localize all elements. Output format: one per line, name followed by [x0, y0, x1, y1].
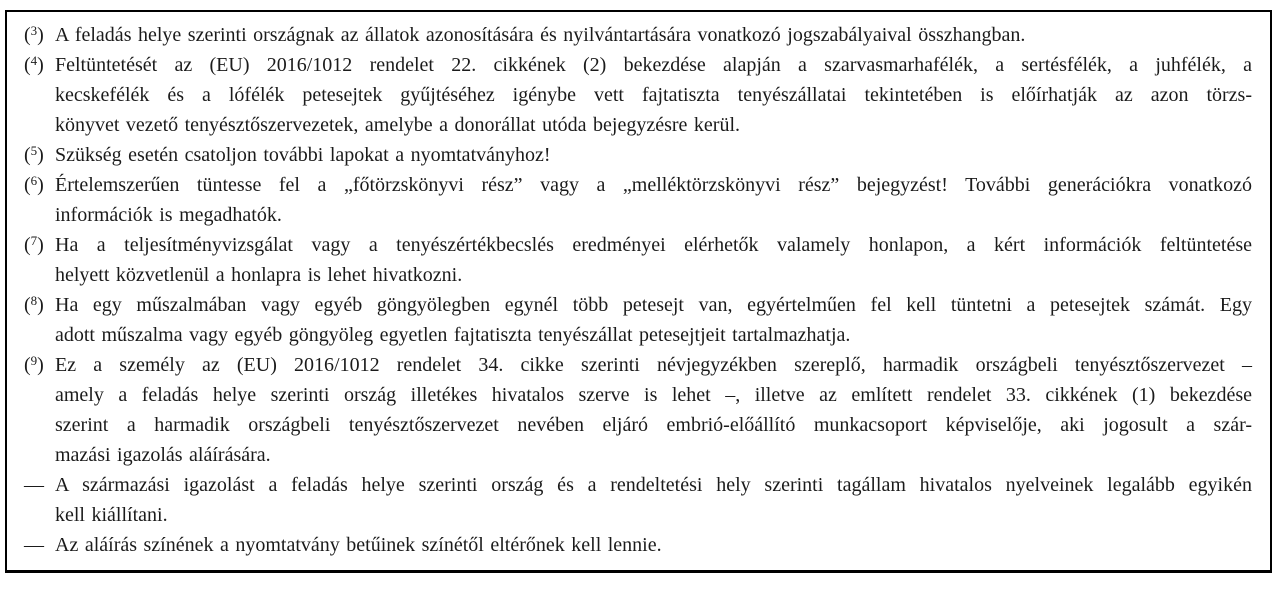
footnote-line: mazási igazolás aláírására.: [55, 444, 271, 466]
footnote-line: amely a feladás helye szerinti ország illetékes hivatalos szerve is lehet –, illetve az említett rendelet 33. cikkének (1) bekezdése: [55, 384, 1252, 406]
footnote-text: [55, 170, 1252, 230]
footnote-text: [55, 230, 1252, 290]
footnote-item: [24, 20, 1252, 50]
footnote-text: [55, 50, 1252, 140]
footnote-line: szerint a harmadik országbeli tenyésztőszervezet nevében eljáró embrió-előállító munkacsoport képviselője, aki jogosult a szár-: [55, 414, 1252, 436]
footnote-marker: ($^6$): [24, 173, 44, 196]
footnote-marker: —: [24, 474, 44, 496]
footnote-marker: —: [24, 534, 44, 556]
footnote-text: [55, 470, 1252, 530]
footnote-marker: ($^8$): [24, 293, 44, 316]
footnote-marker: ($^7$): [24, 233, 44, 256]
footnote-text: [55, 530, 1252, 560]
footnote-item: [24, 50, 1252, 140]
footnote-text: [55, 350, 1252, 470]
footnote-text: [55, 20, 1252, 50]
footnote-list: [24, 20, 1252, 560]
footnote-marker: ($^4$): [24, 53, 44, 76]
footnote-line: Ez a személy az (EU) 2016/1012 rendelet 34. cikke szerinti névjegyzékben szereplő, harmadik országbeli tenyésztőszervezet –: [55, 354, 1252, 376]
footnote-line: Az aláírás színének a nyomtatvány betűinek színétől eltérőnek kell lennie.: [55, 534, 662, 556]
footnote-line: Értelemszerűen tüntesse fel a „főtörzskönyvi rész” vagy a „melléktörzskönyvi rész” bejegyzést! További generációkra vonatkozó: [55, 174, 1252, 196]
footnote-line: Ha egy műszalmában vagy egyéb göngyölegben egynél több petesejt van, egyértelműen fel kell tüntetni a petesejtek számát. Egy: [55, 294, 1252, 316]
footnote-item: [24, 530, 1252, 560]
footnote-text: [55, 290, 1252, 350]
footnote-line: Feltüntetését az (EU) 2016/1012 rendelet 22. cikkének (2) bekezdése alapján a szarvasmarhafélék, a sertésfélék, a juhfélék, a: [55, 54, 1252, 76]
footnote-item: [24, 230, 1252, 290]
footnote-line: adott műszalma vagy egyéb göngyöleg egyetlen fajtatiszta tenyészállat petesejtjeit tartalmazhatja.: [55, 324, 851, 346]
footnote-marker: ($^9$): [24, 353, 44, 376]
footnote-item: [24, 350, 1252, 470]
footnote-marker: ($^3$): [24, 23, 44, 46]
footnote-line: A származási igazolást a feladás helye szerinti ország és a rendeltetési hely szerinti tagállam hivatalos nyelveinek legalább egyikén: [55, 474, 1252, 496]
footnote-line: Szükség esetén csatoljon további lapokat a nyomtatványhoz!: [55, 144, 551, 166]
footnote-line: információk is megadhatók.: [55, 204, 282, 226]
footnote-marker: ($^5$): [24, 143, 44, 166]
footnote-line: Ha a teljesítményvizsgálat vagy a tenyészértékbecslés eredményei elérhetők valamely honlapon, a kért információk feltüntetése: [55, 234, 1252, 256]
footnote-item: [24, 290, 1252, 350]
footnote-line: kecskefélék és a lófélék petesejtek gyűjtéséhez igénybe vett fajtatiszta tenyészállatai tekintetében is előírhatják az azon törzs-: [55, 84, 1252, 106]
footnotes-box: [5, 10, 1272, 573]
footnote-item: [24, 140, 1252, 170]
footnote-line: könyvet vezető tenyésztőszervezetek, amelybe a donorállat utóda bejegyzésre kerül.: [55, 114, 741, 136]
footnote-text: [55, 140, 1252, 170]
footnote-line: helyett közvetlenül a honlapra is lehet hivatkozni.: [55, 264, 463, 286]
footnote-line: kell kiállítani.: [55, 504, 168, 526]
footnote-item: [24, 470, 1252, 530]
footnote-line: A feladás helye szerinti országnak az állatok azonosítására és nyilvántartására vonatkozó jogszabályaival összhangban.: [55, 24, 1026, 46]
footnote-item: [24, 170, 1252, 230]
